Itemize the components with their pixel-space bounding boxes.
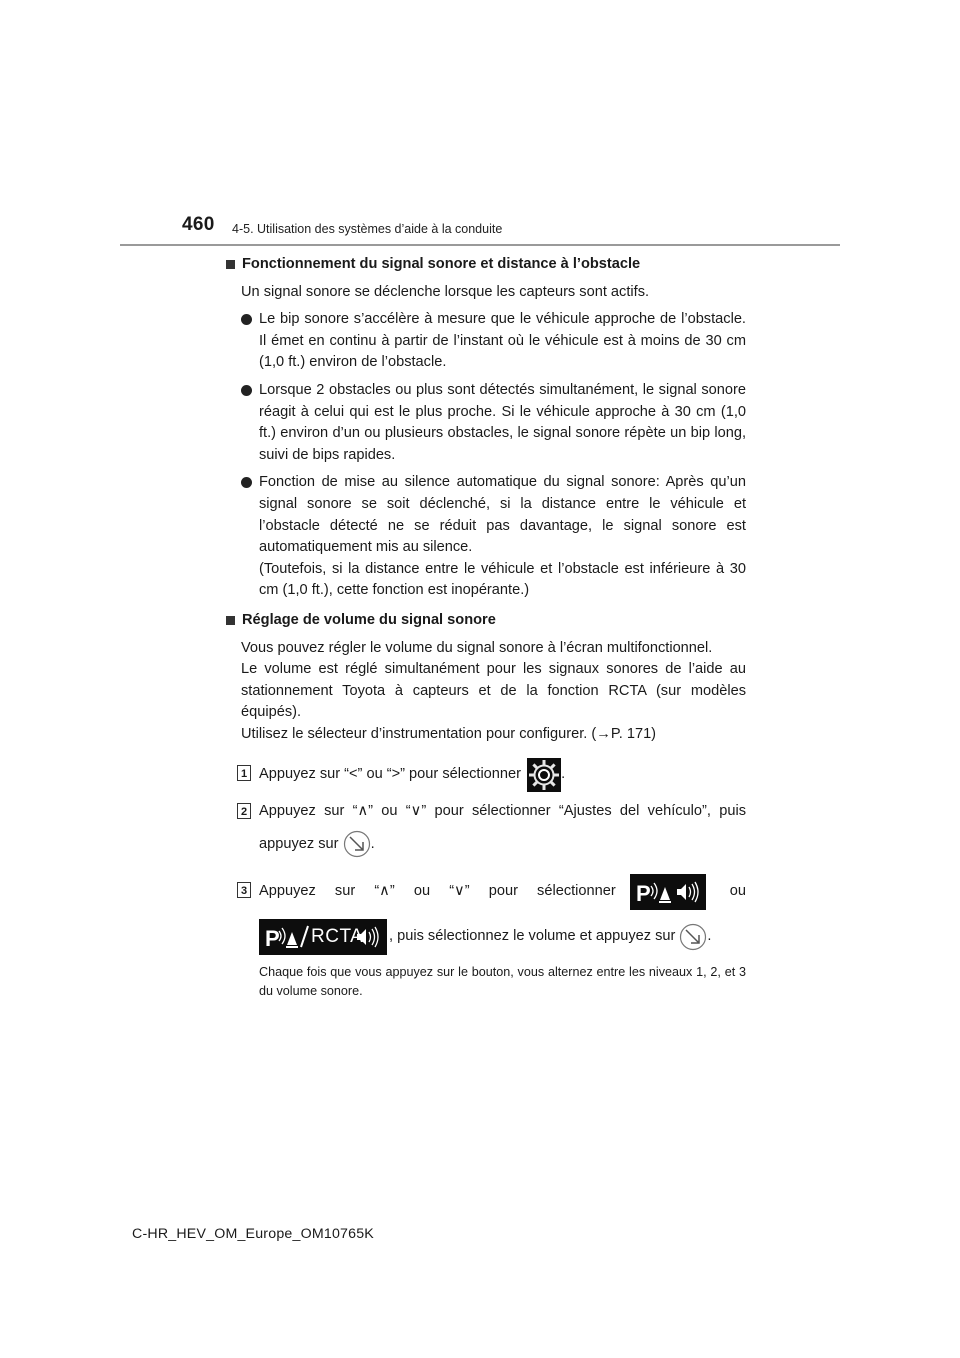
rcta-label: RCTA — [311, 926, 364, 948]
svg-text:P: P — [635, 881, 651, 907]
square-bullet-icon — [226, 616, 235, 625]
page-content — [224, 254, 746, 1001]
bullet-item: Lorsque 2 obstacles ou plus sont détectés simultanément, le signal sonore réagit à celui qui est le plus proche. Si le véhicule approche à 30 cm (1,0 ft.) environ d’un ou plusieurs obstacles, le signal sonore répète un bip long, suivi de bips rapides. — [224, 380, 746, 466]
rcta-sound-icon — [259, 919, 387, 955]
page-header — [0, 0, 960, 250]
paragraph: Utilisez le sélecteur d’instrumentation pour configurer. (→P. 171) — [241, 725, 657, 742]
square-bullet-icon — [226, 260, 235, 269]
enter-button-icon — [679, 923, 707, 951]
bullet-item: Fonction de mise au silence automatique du signal sonore: Après qu’un signal sonore se soit déclenché, si la distance entre le véhicule et l’obstacle détecté ne se réduit pas davantage, le signal sonore est automatiquement mis au silence. (Toutefois, si la distance entre le véhicule et l’obstacle est inférieure à 30 cm (1,0 ft.), cette fonction est inopérante.) — [224, 472, 746, 602]
section-heading-volume: Réglage de volume du signal sonore — [224, 610, 746, 632]
note-text: Chaque fois que vous appuyez sur le bouton, vous alternez entre les niveaux 1, 2, et 3 du volume sonore. — [259, 965, 746, 999]
paragraph-intro: Un signal sonore se déclenche lorsque les capteurs sont actifs. — [241, 283, 650, 300]
footer-doc-id: C-HR_HEV_OM_Europe_OM10765K — [132, 1226, 374, 1242]
gear-icon — [527, 758, 561, 792]
round-bullet-icon — [241, 477, 252, 488]
parking-sensor-sound-icon — [630, 874, 706, 910]
step-number: 3 — [237, 882, 251, 898]
round-bullet-icon — [241, 385, 252, 396]
header-divider — [120, 244, 840, 246]
step-2: 2 Appuyez sur “∧” ou “∨” pour sélectionner “Ajustes del vehículo”, puis appuyez sur . — [224, 801, 746, 859]
round-bullet-icon — [241, 314, 252, 325]
step-1: 1 Appuyez sur “<” ou “>” pour sélectionner . — [224, 755, 746, 793]
page-number: 460 — [182, 214, 215, 235]
step-3: 3 Appuyez sur “∧” ou “∨” pour sélectionner P ou P RCTA , puis sélectionnez le volume et appuyez sur . — [224, 873, 746, 955]
svg-text:P: P — [265, 926, 280, 952]
paragraph: Vous pouvez régler le volume du signal sonore à l’écran multifonctionnel. — [241, 639, 713, 656]
section-title: 4-5. Utilisation des systèmes d’aide à la conduite — [232, 222, 503, 236]
bullet-item: Le bip sonore s’accélère à mesure que le véhicule approche de l’obstacle. Il émet en continu à partir de l’instant où le véhicule est à moins de 30 cm (1,0 ft.) environ de l’obstacle. — [224, 309, 746, 374]
paragraph: Le volume est réglé simultanément pour les signaux sonores de l’aide au stationnement Toyota à capteurs et de la fonction RCTA (sur modèles équipés). — [241, 661, 746, 721]
step-number: 2 — [237, 803, 251, 819]
step-number: 1 — [237, 765, 251, 781]
enter-button-icon — [343, 830, 371, 858]
section-heading-signal: Fonctionnement du signal sonore et distance à l’obstacle — [224, 254, 746, 276]
